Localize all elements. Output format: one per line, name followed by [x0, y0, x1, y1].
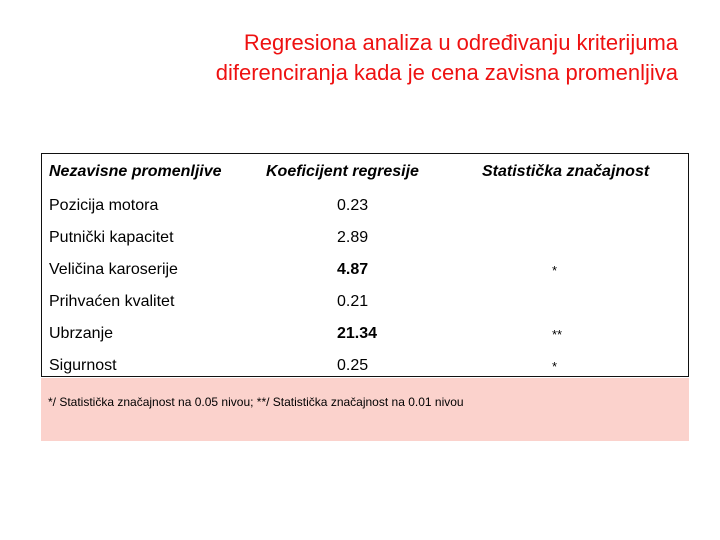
variable-cell: Veličina karoserije	[49, 261, 178, 278]
coefficient-cell: 2.89	[337, 229, 369, 246]
slide-title	[216, 28, 678, 88]
variable-cell: Putnički kapacitet	[49, 229, 174, 246]
header-independent-variables: Nezavisne promenljive	[49, 163, 222, 180]
coefficient-cell: 4.87	[337, 261, 369, 278]
regression-table	[41, 153, 689, 377]
table-row	[42, 229, 688, 261]
title-line-2: diferenciranja kada je cena zavisna promenljiva	[215, 60, 678, 85]
title-line-1: Regresiona analiza u određivanju kriterijuma	[243, 30, 678, 55]
table-row	[42, 325, 688, 357]
table-row	[42, 197, 688, 229]
variable-cell: Sigurnost	[49, 357, 117, 374]
variable-cell: Ubrzanje	[49, 325, 114, 342]
table-row	[42, 261, 688, 293]
footnote-text: */ Statistička značajnost na 0.05 nivou; **/ Statistička značajnost na 0.01 nivou	[48, 395, 464, 409]
coefficient-cell: 21.34	[337, 325, 378, 342]
coefficient-cell: 0.21	[337, 293, 369, 310]
significance-cell: *	[552, 263, 558, 278]
table-row	[42, 293, 688, 325]
header-regression-coefficient: Koeficijent regresije	[266, 163, 419, 180]
significance-cell: **	[552, 327, 563, 342]
coefficient-cell: 0.23	[337, 197, 369, 214]
significance-cell: *	[552, 359, 558, 374]
significance-footnote	[41, 378, 689, 441]
variable-cell: Prihvaćen kvalitet	[49, 293, 175, 310]
variable-cell: Pozicija motora	[49, 197, 159, 214]
coefficient-cell: 0.25	[337, 357, 369, 374]
header-statistical-significance: Statistička značajnost	[482, 163, 650, 180]
